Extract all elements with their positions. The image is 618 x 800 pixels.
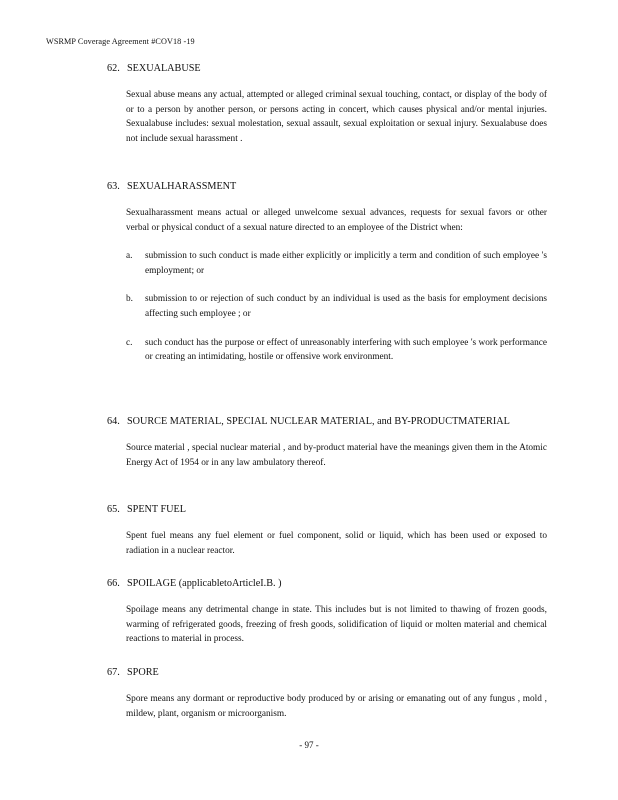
sub-item-list: [126, 249, 547, 365]
section-heading: [107, 667, 547, 678]
section-heading: [107, 504, 547, 515]
section-paragraph: Spoilage means any detrimental change in state. This includes but is not limited to thawing of frozen goods, warming of refrigerated goods, freezing of fresh goods, solidification of liquid or molten material and chemical reactions to material in process.: [126, 605, 547, 645]
sub-item-text: submission to such conduct is made either explicitly or implicitly a term and condition of such employee 's employment; or: [145, 251, 547, 276]
definition-section-64: [107, 416, 547, 470]
section-heading: [107, 416, 547, 427]
section-number: 64.: [107, 416, 120, 427]
definition-section-67: [107, 667, 547, 721]
section-heading: [107, 63, 547, 74]
section-heading: [107, 578, 547, 589]
section-paragraph: Sexual abuse means any actual, attempted or alleged criminal sexual touching, contact, or display of the body of or to a person by another person, or persons acting in concert, which causes physical and/or mental injuries. Sexualabuse includes: sexual molestation, sexual assault, sexual exploitation or sexual injury. Sexualabuse does not include sexual harassment .: [126, 90, 547, 144]
definition-section-62: [107, 63, 547, 146]
page-number: - 97 -: [299, 740, 319, 750]
section-paragraph: Source material , special nuclear material , and by-product material have the meanings given them in the Atomic Energy Act of 1954 or in any law ambulatory thereof.: [126, 443, 547, 468]
section-title: SEXUALHARASSMENT: [127, 181, 237, 192]
section-paragraph: Sexualharassment means actual or alleged unwelcome sexual advances, requests for sexual favors or other verbal or physical conduct of a sexual nature directed to an employee of the District when:: [126, 208, 547, 233]
sub-item-text: submission to or rejection of such conduct by an individual is used as the basis for employment decisions affecting such employee ; or: [145, 294, 547, 319]
document-header: WSRMP Coverage Agreement #COV18 -19: [46, 37, 195, 46]
definition-section-65: [107, 504, 547, 558]
section-title: SPORE: [127, 667, 159, 678]
section-title: SPOILAGE (applicabletoArticleI.B. ): [127, 578, 282, 589]
sub-item-text: such conduct has the purpose or effect of unreasonably interfering with such employee 's work performance or creating an intimidating, hostile or offensive work environment.: [145, 337, 547, 363]
section-number: 65.: [107, 504, 120, 515]
section-number: 66.: [107, 578, 120, 589]
sub-item-label: c.: [126, 337, 133, 348]
section-heading: [107, 181, 547, 192]
sub-item-label: a.: [126, 251, 133, 262]
section-title: SOURCE MATERIAL, SPECIAL NUCLEAR MATERIAL, and BY-PRODUCTMATERIAL: [127, 416, 510, 427]
sub-item: [126, 292, 547, 321]
sub-item: [126, 336, 547, 365]
section-number: 63.: [107, 181, 120, 192]
definition-section-66: [107, 578, 547, 647]
section-title: SEXUALABUSE: [127, 63, 201, 74]
section-number: 67.: [107, 667, 120, 678]
section-paragraph: Spore means any dormant or reproductive body produced by or arising or emanating out of any fungus , mold , mildew, plant, organism or microorganism.: [126, 694, 547, 719]
definition-section-63: [107, 181, 547, 365]
sub-item: [126, 249, 547, 278]
sub-item-label: b.: [126, 294, 133, 305]
section-title: SPENT FUEL: [127, 504, 186, 515]
section-number: 62.: [107, 63, 120, 74]
section-paragraph: Spent fuel means any fuel element or fuel component, solid or liquid, which has been used or exposed to radiation in a nuclear reactor.: [126, 531, 547, 556]
